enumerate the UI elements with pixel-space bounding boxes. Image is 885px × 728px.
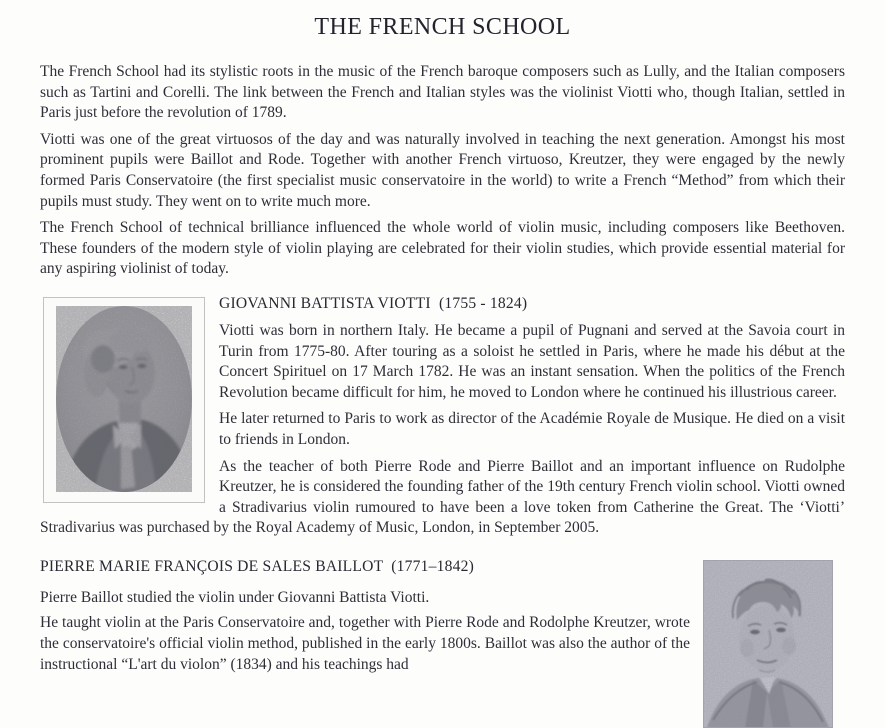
viotti-paragraph-1: Viotti was born in northern Italy. He became a pupil of Pugnani and served at the Savoia court in Turin from 1775-80. After touring as a soloist he settled in Paris, where he made his début at the Concert Spirituel on 17 March 1782. He was an instant sensation. When the politics of the French Revolution became difficult for him, he moved to London where he continued his illustrious career. — [219, 321, 845, 401]
intro-paragraph-3: The French School of technical brilliance influenced the whole world of violin music, including composers like Beethoven. These founders of the modern style of violin playing are celebrated for their violin studies, which provide essential material for any aspiring violinist of today. — [40, 219, 845, 278]
document-page — [0, 14, 885, 683]
intro-paragraph-2: Viotti was one of the great virtuosos of the day and was naturally involved in teaching the next generation. Amongst his most prominent pupils were Baillot and Rode. Together with another French virtuoso, Kreutzer, they were engaged by the newly formed Paris Conservatoire (the first specialist music conservatoire in the world) to write a French “Method” from which their pupils must study. They went on to write much more. — [40, 130, 845, 210]
intro-paragraph-1: The French School had its stylistic roots in the music of the French baroque composers such as Lully, and the Italian composers such as Tartini and Corelli. The link between the French and Italian styles was the violinist Viotti who, though Italian, settled in Paris just before the revolution of 1789. — [40, 63, 845, 122]
baillot-paragraph-2: He taught violin at the Paris Conservatoire and, together with Pierre Rode and Rodolphe Kreutzer, wrote the conservatoire's official violin method, published in the early 1800s. Baillot was also the author of the instructional “L'art du violon” (1834) and his teachings had — [40, 614, 690, 673]
baillot-portrait-image — [703, 560, 833, 728]
baillot-paragraph-1: Pierre Baillot studied the violin under Giovanni Battista Viotti. — [40, 588, 430, 606]
baillot-heading: PIERRE MARIE FRANÇOIS DE SALES BAILLOT (1771–1842) — [40, 557, 474, 575]
viotti-heading: GIOVANNI BATTISTA VIOTTI (1755 - 1824) — [219, 294, 528, 312]
viotti-paragraph-3: As the teacher of both Pierre Rode and Pierre Baillot and an important influence on Rudolphe Kreutzer, he is considered the founding father of the 19th century French violin school. Viotti owned a Stradivarius violin rumoured to have been a love token from Catherine the Great. The ‘Viotti’ Stradivarius was purchased by the Royal Academy of Music, London, in September 2005. — [40, 457, 845, 537]
viotti-portrait-image — [43, 297, 205, 503]
page-title: THE FRENCH SCHOOL — [314, 14, 571, 40]
viotti-section — [40, 295, 845, 545]
viotti-paragraph-2: He later returned to Paris to work as director of the Académie Royale de Musique. He died on a visit to friends in London. — [219, 410, 845, 448]
